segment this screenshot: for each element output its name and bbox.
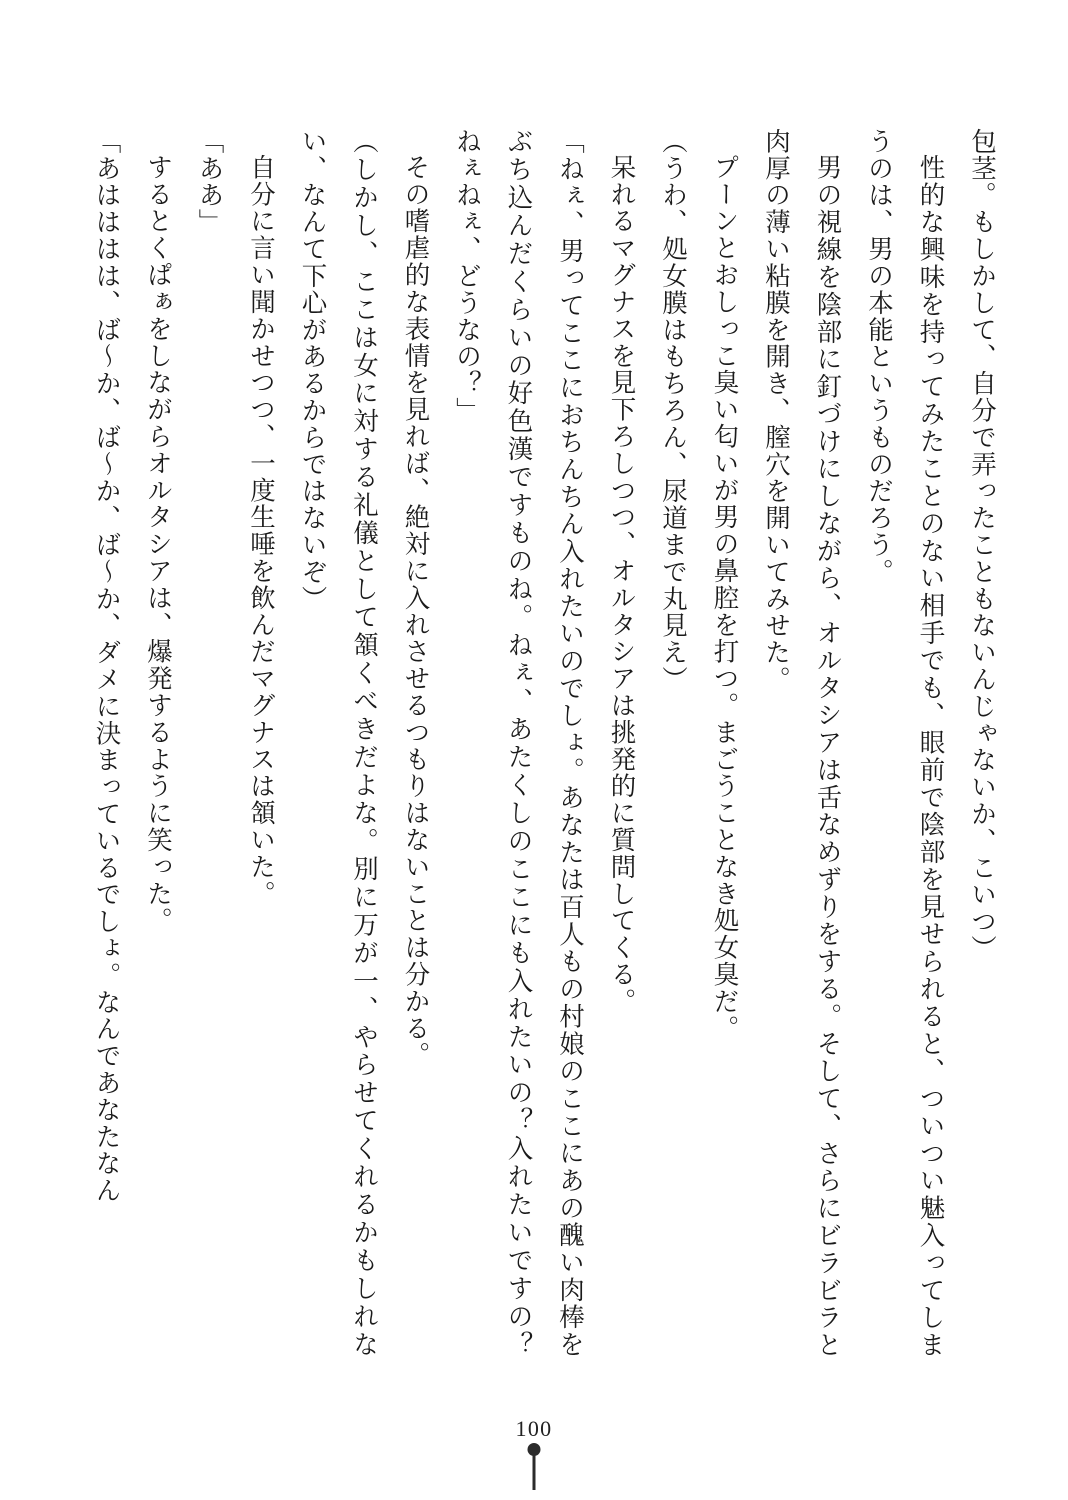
paragraph: 性的な興味を持ってみたことのない相手でも、眼前で陰部を見せられると、ついつい魅入ってしまうのは、男の本能というものだろう。 (865, 128, 946, 1358)
paragraph: するとくぱぁをしながらオルタシアは、爆発するように笑った。 (144, 153, 173, 934)
paragraph: 自分に言い聞かせつつ、一度生唾を飲んだマグナスは頷いた。 (247, 153, 276, 907)
paragraph: 「あはははは、ば～か、ば～か、ば～か、ダメに決まっているでしょ。なんであなたなん (92, 128, 122, 1205)
paragraph: プーンとおしっこ臭い匂いが男の鼻腔を打つ。まごうことなき処女臭だ。 (710, 153, 740, 1042)
paragraph: その嗜虐的な表情を見れば、絶対に入れさせるつもりはないことは分かる。 (401, 153, 431, 1069)
paragraph: 「ねぇ、男ってここにおちんちん入れたいのでしょ。あなたは百人もの村娘のここにあの醜い肉棒をぶち込んだくらいの好色漢ですものね。ねぇ、あたくしのここにも入れたいの？入れたいですの？ ねぇねぇ、どうなの？」 (453, 128, 585, 1385)
paragraph: 呆れるマグナスを見下ろしつつ、オルタシアは挑発的に質問してくる。 (607, 153, 637, 1015)
paragraph: （しかし、ここは女に対する礼儀として頷くべきだよな。別に万が一、やらせてくれるかもしれない、なんて下心があるからではないぞ） (298, 128, 379, 1358)
paragraph: 包茎。もしかして、自分で弄ったこともないんじゃないか、こいつ） (968, 128, 997, 962)
paragraph: （うわ、処女膜はもちろん、尿道まで丸見え） (659, 128, 688, 693)
paragraph: 「ああ」 (195, 128, 225, 236)
novel-body-text (60, 128, 1008, 1385)
paragraph: 男の視線を陰部に釘づけにしながら、オルタシアは舌なめずりをする。そして、さらにビラビラと肉厚の薄い粘膜を開き、膣穴を開いてみせた。 (762, 128, 843, 1358)
page-number: 100 (515, 1416, 553, 1441)
folio-bar-ornament (533, 1444, 536, 1490)
